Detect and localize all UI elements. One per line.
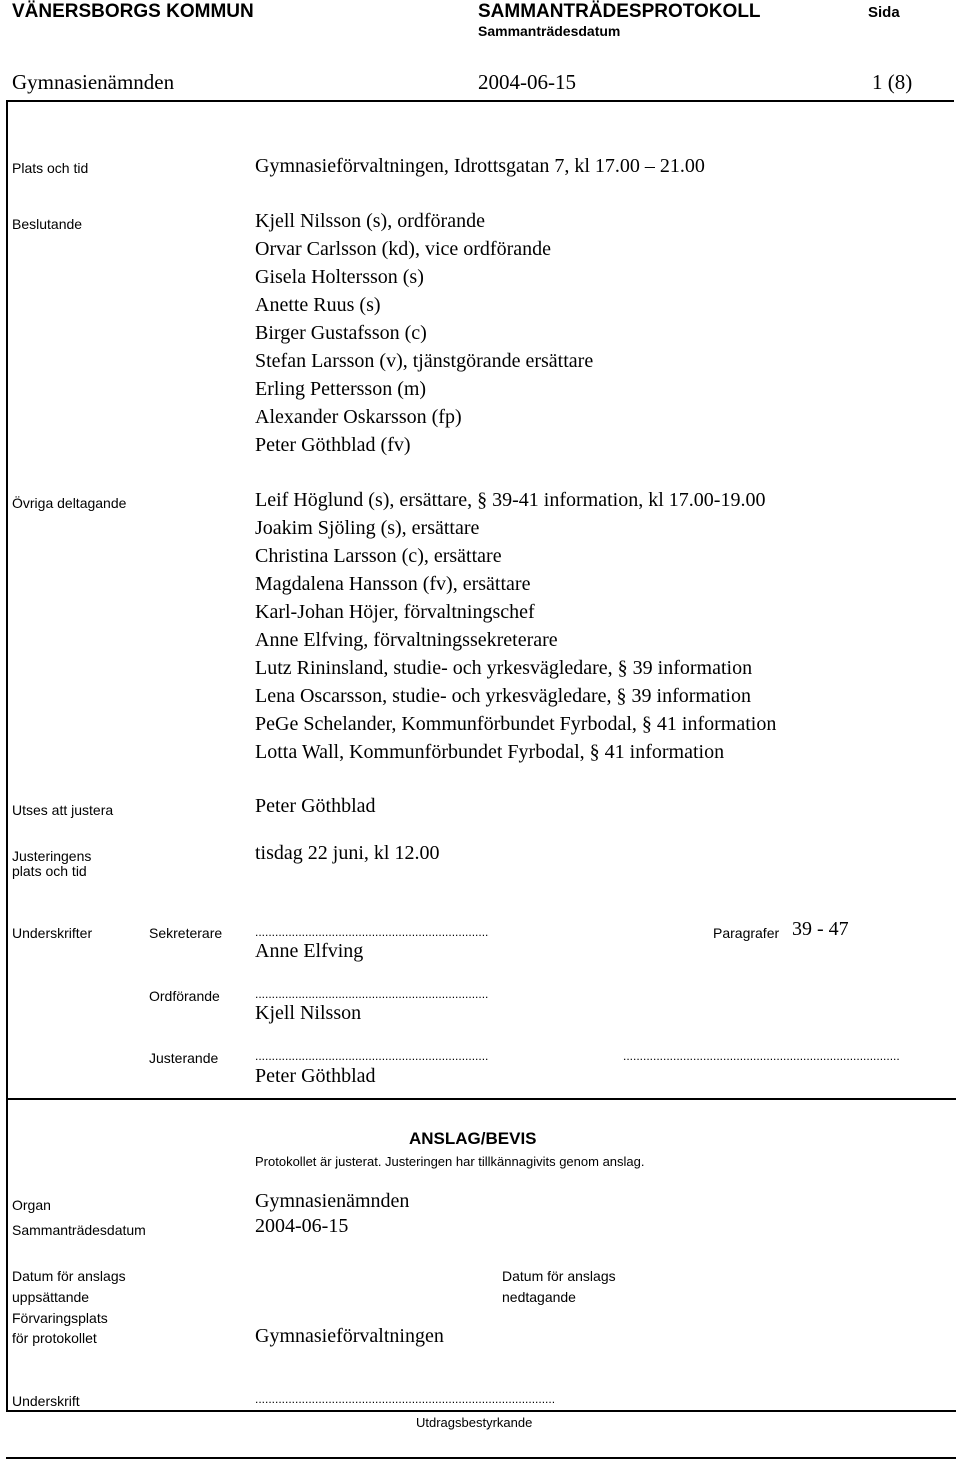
signatures-label: Underskrifter	[12, 925, 93, 941]
list-item: Magdalena Hansson (fv), ersättare	[255, 573, 531, 595]
bottom-border	[6, 1410, 956, 1412]
list-item: PeGe Schelander, Kommunförbundet Fyrbodal, § 41 information	[255, 713, 777, 735]
removed-date-label: Datum för anslags	[502, 1268, 616, 1284]
others-label: Övriga deltagande	[12, 495, 127, 511]
notice-title: ANSLAG/BEVIS	[409, 1129, 537, 1148]
deciding-label: Beslutande	[12, 216, 83, 232]
place-label: Plats och tid	[12, 160, 89, 176]
list-item: Joakim Sjöling (s), ersättare	[255, 517, 480, 539]
signature-line: ..........................................................................................	[255, 1392, 556, 1406]
list-item: Lotta Wall, Kommunförbundet Fyrbodal, § 41 information	[255, 741, 725, 763]
list-item: Birger Gustafsson (c)	[255, 322, 427, 344]
notice-date-label: Sammanträdesdatum	[12, 1222, 146, 1238]
document-type: SAMMANTRÄDESPROTOKOLL	[478, 1, 761, 22]
adjuster-name: Peter Göthblad	[255, 1065, 376, 1087]
place-value: Gymnasieförvaltningen, Idrottsgatan 7, kl 17.00 – 21.00	[255, 155, 705, 177]
secretary-signature-line: ......................................................................	[255, 925, 489, 939]
storage-label-2: för protokollet	[12, 1330, 97, 1346]
list-item: Gisela Holtersson (s)	[255, 266, 424, 288]
list-item: Alexander Oskarsson (fp)	[255, 406, 462, 428]
notice-date-value: 2004-06-15	[255, 1215, 349, 1237]
list-item: Anne Elfving, förvaltningssekreterare	[255, 629, 558, 651]
adjusting-label: Justerande	[149, 1050, 219, 1066]
organ-value: Gymnasienämnden	[255, 1190, 410, 1212]
storage-value: Gymnasieförvaltningen	[255, 1325, 444, 1347]
list-item: Erling Pettersson (m)	[255, 378, 427, 400]
list-item: Anette Ruus (s)	[255, 294, 381, 316]
adjust-time-label: Justeringens	[12, 848, 92, 864]
list-item: Kjell Nilsson (s), ordförande	[255, 210, 485, 232]
section-divider	[6, 1098, 956, 1100]
posted-date-label: Datum för anslags	[12, 1268, 126, 1284]
list-item: Leif Höglund (s), ersättare, § 39-41 information, kl 17.00-19.00	[255, 489, 766, 511]
list-item: Peter Göthblad (fv)	[255, 434, 411, 456]
posted-date-label-2: uppsättande	[12, 1289, 90, 1305]
adjuster-signature-line-2: ...................................................................................	[623, 1049, 900, 1063]
paragraphs-label: Paragrafer	[713, 925, 780, 941]
chair-label: Ordförande	[149, 988, 220, 1004]
meeting-date: 2004-06-15	[478, 70, 576, 94]
page-label: Sida	[868, 4, 900, 21]
adjuster-value: Peter Göthblad	[255, 795, 376, 817]
list-item: Stefan Larsson (v), tjänstgörande ersättare	[255, 350, 594, 372]
list-item: Karl-Johan Höjer, förvaltningschef	[255, 601, 535, 623]
deciding-list	[255, 207, 593, 459]
org-name: VÄNERSBORGS KOMMUN	[12, 1, 254, 22]
secretary-label: Sekreterare	[149, 925, 223, 941]
adjuster-signature-line: ......................................................................	[255, 1049, 489, 1063]
removed-date-label-2: nedtagande	[502, 1289, 576, 1305]
page-number: 1 (8)	[872, 70, 913, 94]
footer-border	[6, 1457, 956, 1459]
organ-label: Organ	[12, 1197, 51, 1213]
list-item: Christina Larsson (c), ersättare	[255, 545, 502, 567]
header-rule	[6, 100, 954, 102]
committee-name: Gymnasienämnden	[12, 70, 175, 94]
date-label: Sammanträdesdatum	[478, 23, 621, 39]
extract-certification: Utdragsbestyrkande	[416, 1415, 533, 1430]
list-item: Lena Oscarsson, studie- och yrkesvägledare, § 39 information	[255, 685, 751, 707]
left-border	[6, 100, 8, 1412]
secretary-name: Anne Elfving	[255, 940, 364, 962]
signature-label: Underskrift	[12, 1393, 80, 1409]
adjust-time-label-2: plats och tid	[12, 863, 87, 879]
adjuster-label: Utses att justera	[12, 802, 114, 818]
chair-name: Kjell Nilsson	[255, 1002, 362, 1024]
adjust-time-value: tisdag 22 juni, kl 12.00	[255, 842, 440, 864]
chair-signature-line: ......................................................................	[255, 987, 489, 1001]
paragraphs-value: 39 - 47	[792, 918, 849, 940]
list-item: Orvar Carlsson (kd), vice ordförande	[255, 238, 552, 260]
others-list	[255, 486, 776, 766]
notice-text: Protokollet är justerat. Justeringen har tillkännagivits genom anslag.	[255, 1154, 645, 1169]
list-item: Lutz Rininsland, studie- och yrkesvägledare, § 39 information	[255, 657, 753, 679]
storage-label: Förvaringsplats	[12, 1310, 108, 1326]
